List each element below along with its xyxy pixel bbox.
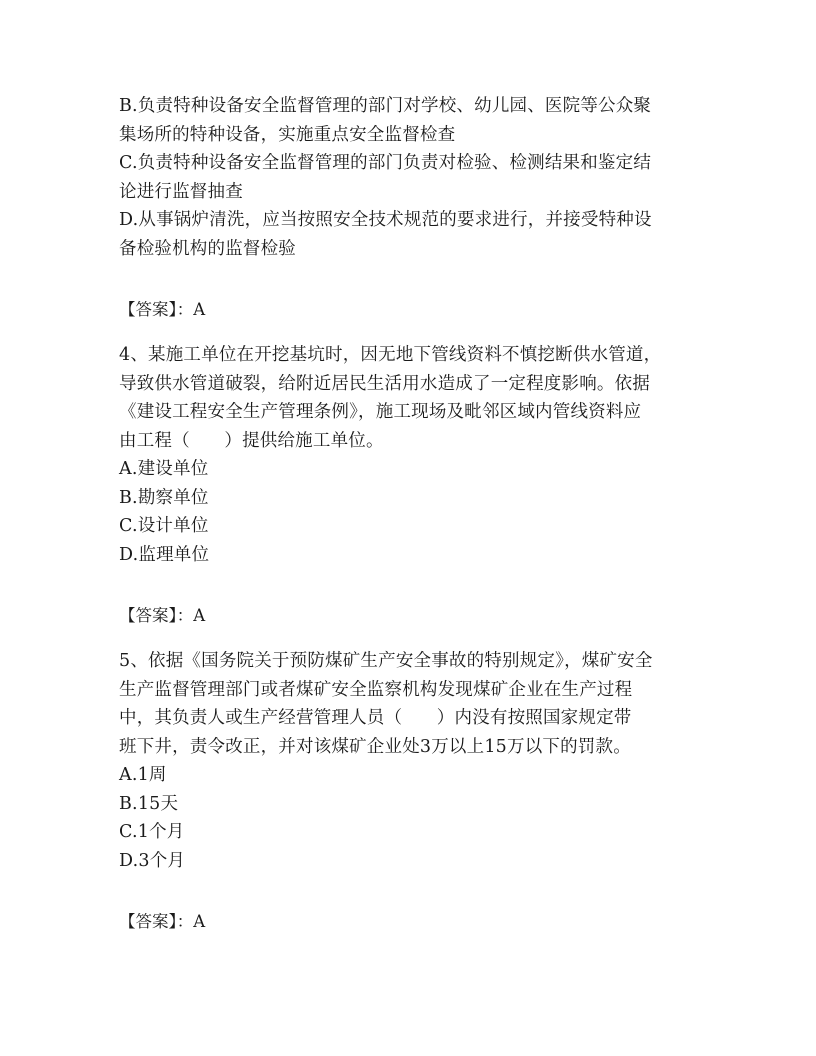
question-4-option-b: B.勘察单位 bbox=[119, 487, 209, 508]
answer-q3: 【答案】：A bbox=[119, 300, 206, 319]
question-4-stem-line-1: 4、某施工单位在开挖基坑时，因无地下管线资料不慎挖断供水管道， bbox=[119, 345, 662, 365]
question-4 bbox=[119, 341, 699, 569]
option-d-line-1: D.从事锅炉清洗，应当按照安全技术规范的要求进行，并接受特种设 bbox=[119, 210, 652, 230]
question-5-stem-line-2: 生产监督管理部门或者煤矿安全监察机构发现煤矿企业在生产过程 bbox=[119, 679, 633, 700]
question-4-stem-line-2: 导致供水管道破裂，给附近居民生活用水造成了一定程度影响。依据 bbox=[119, 373, 650, 394]
question-4-stem-line-3: 《建设工程安全生产管理条例》，施工现场及毗邻区域内管线资料应 bbox=[119, 402, 642, 422]
question-5 bbox=[119, 647, 699, 875]
question-3-options bbox=[119, 92, 699, 263]
question-5-stem-line-4: 班下井，责令改正，并对该煤矿企业处3万以上15万以下的罚款。 bbox=[119, 736, 631, 757]
question-4-option-a: A.建设单位 bbox=[119, 459, 209, 479]
option-c-line-1: C.负责特种设备安全监督管理的部门负责对检验、检测结果和鉴定结 bbox=[119, 153, 652, 173]
question-5-option-c: C.1个月 bbox=[119, 822, 185, 842]
option-b-line-2: 集场所的特种设备，实施重点安全监督检查 bbox=[119, 124, 456, 145]
answer-q4: 【答案】：A bbox=[119, 606, 206, 625]
question-4-option-d: D.监理单位 bbox=[119, 544, 210, 565]
question-4-stem-line-4: 由工程（ ）提供给施工单位。 bbox=[119, 430, 384, 451]
option-d-line-2: 备检验机构的监督检验 bbox=[119, 238, 296, 259]
question-5-stem-line-3: 中，其负责人或生产经营管理人员（ ）内没有按照国家规定带 bbox=[119, 708, 632, 728]
question-4-option-c: C.设计单位 bbox=[119, 516, 209, 536]
question-5-option-a: A.1周 bbox=[119, 765, 167, 785]
document-page bbox=[119, 92, 699, 936]
answer-q5: 【答案】：A bbox=[119, 912, 206, 931]
question-5-stem-line-1: 5、依据《国务院关于预防煤矿生产安全事故的特别规定》，煤矿安全 bbox=[119, 651, 653, 671]
option-c-line-2: 论进行监督抽查 bbox=[119, 181, 243, 202]
question-5-option-d: D.3个月 bbox=[119, 850, 186, 871]
question-5-option-b: B.15天 bbox=[119, 793, 179, 814]
option-b-line-1: B.负责特种设备安全监督管理的部门对学校、幼儿园、医院等公众聚 bbox=[119, 96, 652, 116]
